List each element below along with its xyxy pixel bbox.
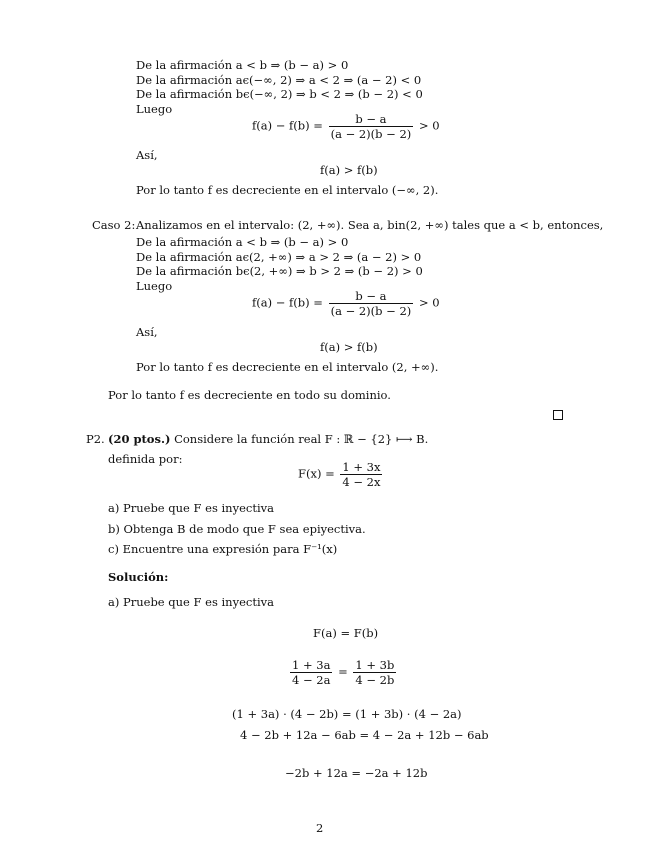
p2-points: (20 ptos.)	[108, 432, 171, 446]
caso1-luego: Luego	[136, 102, 173, 116]
solucion-item-a: a) Pruebe que F es inyectiva	[108, 595, 274, 609]
solucion-eq2-fraction-right	[353, 658, 396, 687]
solucion-eq2-den-right: 4 − 2b	[355, 673, 395, 687]
p2-statement-line	[108, 432, 428, 446]
caso2-conclusion: Por lo tanto f es decreciente en el intervalo (2, +∞).	[136, 360, 439, 374]
caso1-inequality: f(a) > f(b)	[320, 163, 378, 177]
caso2-inequality: f(a) > f(b)	[320, 340, 378, 354]
caso1-asi: Así,	[136, 148, 158, 162]
caso1-line-2: De la afirmación aϵ(−∞, 2) ⇒ a < 2 ⇒ (a − 2) < 0	[136, 73, 422, 87]
solucion-eq2-fraction-left	[290, 658, 332, 687]
caso2-eq-numerator: b − a	[329, 289, 414, 304]
caso1-equation	[252, 112, 440, 141]
caso2-eq-denominator: (a − 2)(b − 2)	[330, 304, 412, 318]
solucion-eq-2	[288, 658, 398, 687]
p2-item-b: b) Obtenga B de modo que F sea epiyectiva.	[108, 522, 366, 536]
solucion-eq2-num-right: 1 + 3b	[355, 658, 395, 672]
caso2-line-1: De la afirmación a < b ⇒ (b − a) > 0	[136, 235, 349, 249]
solucion-eq2-equals: =	[338, 664, 348, 679]
caso2-eq-fraction	[329, 289, 414, 318]
solucion-heading	[108, 570, 168, 584]
caso1-eq-denominator: (a − 2)(b − 2)	[330, 127, 412, 141]
solucion-eq-1: F(a) = F(b)	[313, 626, 379, 640]
caso2-intro: Analizamos en el intervalo: (2, +∞). Sea a, bin(2, +∞) tales que a < b, entonces,	[136, 218, 604, 232]
caso1-conclusion: Por lo tanto f es decreciente en el intervalo (−∞, 2).	[136, 183, 439, 197]
caso1-eq-lhs: f(a) − f(b) =	[252, 118, 323, 133]
final-conclusion: Por lo tanto f es decreciente en todo su dominio.	[108, 388, 391, 402]
caso2-equation	[252, 289, 440, 318]
p2-f-lhs: F(x) =	[298, 466, 335, 481]
caso2-eq-rhs: > 0	[418, 295, 440, 310]
solucion-eq-4: 4 − 2b + 12a − 6ab = 4 − 2a + 12b − 6ab	[240, 728, 489, 742]
caso2-luego: Luego	[136, 279, 173, 293]
caso1-line-3: De la afirmación bϵ(−∞, 2) ⇒ b < 2 ⇒ (b − 2) < 0	[136, 87, 423, 101]
caso2-eq-lhs: f(a) − f(b) =	[252, 295, 323, 310]
caso2-line-2: De la afirmación aϵ(2, +∞) ⇒ a > 2 ⇒ (a − 2) > 0	[136, 250, 422, 264]
solucion-eq-5: −2b + 12a = −2a + 12b	[285, 766, 428, 780]
solucion-eq2-den-left: 4 − 2a	[292, 673, 331, 687]
p2-defined-by: definida por:	[108, 452, 183, 466]
caso1-eq-fraction	[329, 112, 414, 141]
caso1-line-1: De la afirmación a < b ⇒ (b − a) > 0	[136, 58, 349, 72]
caso2-line-3: De la afirmación bϵ(2, +∞) ⇒ b > 2 ⇒ (b − 2) > 0	[136, 264, 423, 278]
solucion-eq-3: (1 + 3a) · (4 − 2b) = (1 + 3b) · (4 − 2a)	[232, 707, 462, 721]
caso1-eq-numerator: b − a	[329, 112, 414, 127]
p2-label: P2.	[86, 432, 105, 446]
qed-square	[553, 410, 563, 420]
caso2-label: Caso 2:	[92, 218, 136, 232]
caso1-eq-rhs: > 0	[418, 118, 440, 133]
p2-f-denominator: 4 − 2x	[342, 475, 381, 489]
p2-statement: Considere la función real F : ℝ − {2} ⟼ B.	[174, 432, 429, 446]
caso2-asi: Así,	[136, 325, 158, 339]
p2-f-fraction	[340, 460, 382, 489]
p2-f-numerator: 1 + 3x	[342, 460, 381, 474]
p2-function-definition	[298, 460, 384, 489]
p2-item-c: c) Encuentre una expresión para F⁻¹(x)	[108, 542, 338, 556]
solucion-heading-text: Solución:	[108, 570, 169, 584]
page-number: 2	[316, 821, 324, 835]
solucion-eq2-num-left: 1 + 3a	[292, 658, 331, 672]
p2-item-a: a) Pruebe que F es inyectiva	[108, 501, 274, 515]
